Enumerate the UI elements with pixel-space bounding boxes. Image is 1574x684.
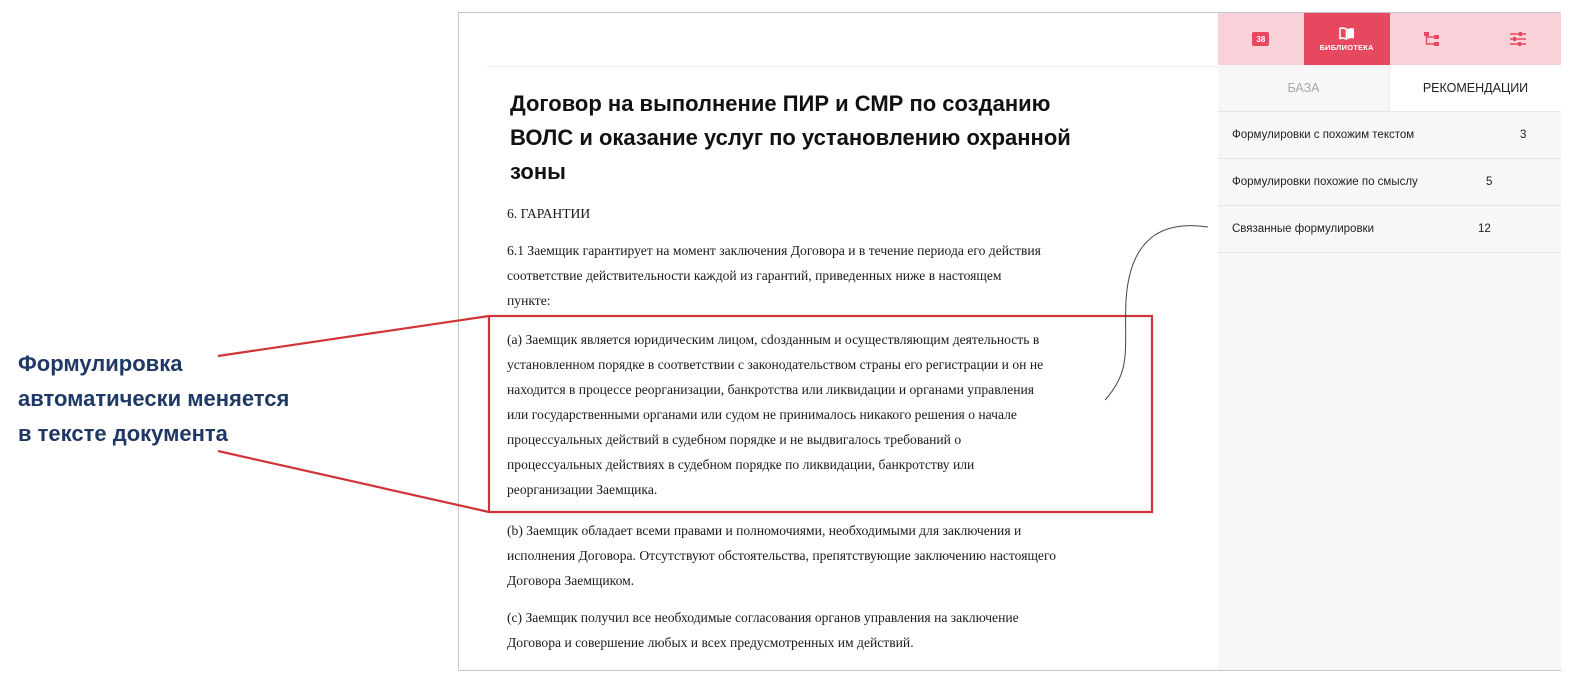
text-line: Договора и совершение любых и всех предусмотренных им действий.	[507, 635, 914, 650]
subtab-base[interactable]: БАЗА	[1218, 65, 1390, 111]
callout-line: автоматически меняется	[18, 386, 290, 411]
title-line: зоны	[510, 159, 566, 184]
title-line: ВОЛС и оказание услуг по установлению охранной	[510, 125, 1071, 150]
text-line: установленном порядке в соответствии с законодательством страны его регистрации и он не	[507, 357, 1044, 372]
text-line: исполнения Договора. Отсутствуют обстоятельства, препятствующие заключению настоящего	[507, 548, 1056, 563]
text-line: процессуальных действий в судебном порядке и не выдвигалось требований о	[507, 432, 962, 447]
text-line: пункте:	[507, 293, 551, 308]
comments-icon: 38	[1252, 32, 1269, 46]
text-line: Договора Заемщиком.	[507, 573, 635, 588]
list-item-count: 12	[1478, 223, 1491, 235]
text-line: реорганизации Заемщика.	[507, 482, 658, 497]
text-line: (b) Заемщик обладает всеми правами и полномочиями, необходимыми для заключения и	[507, 523, 1022, 538]
callout-connector-bottom	[218, 451, 489, 512]
list-item-label: Формулировки с похожим текстом	[1232, 129, 1415, 141]
callout-line: Формулировка	[18, 351, 183, 376]
text-line: соответствие действительности каждой из гарантий, приведенных ниже в настоящем	[507, 268, 1002, 283]
text-line: (c) Заемщик получил все необходимые согласования органов управления на заключение	[507, 610, 1019, 625]
tab-library-label: БИБЛИОТЕКА	[1319, 42, 1374, 52]
callout-connector-top	[218, 316, 489, 356]
text-line: или государственными органами или судом не принималось никакого решения о начале	[507, 407, 1017, 422]
list-item-count: 5	[1486, 176, 1493, 188]
text-line: 6.1 Заемщик гарантирует на момент заключения Договора и в течение периода его действия	[507, 243, 1041, 258]
section-heading: 6. ГАРАНТИИ	[507, 206, 591, 221]
list-item-count: 3	[1520, 129, 1527, 141]
title-line: Договор на выполнение ПИР и СМР по созданию	[510, 91, 1051, 116]
callout-line: в тексте документа	[18, 421, 228, 446]
subtab-recommendations[interactable]: РЕКОМЕНДАЦИИ	[1390, 65, 1561, 111]
highlight-box	[489, 316, 1152, 512]
text-line: процессуальных действиях в судебном порядке по ликвидации, банкротству или	[507, 457, 975, 472]
link-curve	[1105, 226, 1208, 400]
list-item-label: Связанные формулировки	[1232, 223, 1375, 235]
text-line: находится в процессе реорганизации, банкротства или ликвидации и органами управления	[507, 382, 1035, 397]
list-item-label: Формулировки похожие по смыслу	[1232, 176, 1418, 188]
text-line: (a) Заемщик является юридическим лицом, cdозданным и осуществляющим деятельность в	[507, 332, 1040, 347]
